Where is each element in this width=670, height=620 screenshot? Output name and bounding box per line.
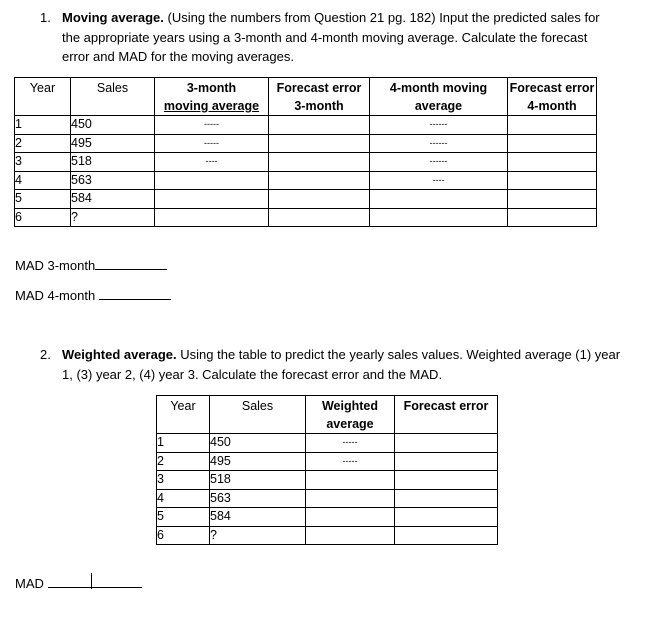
year-cell: 5 <box>157 508 210 527</box>
weighted-average-cell[interactable]: ----- <box>306 434 395 453</box>
header-year: Year <box>157 396 210 434</box>
year-cell: 2 <box>15 134 71 153</box>
forecast-error-cell[interactable] <box>395 526 498 545</box>
question-1-line3: error and MAD for the moving averages. <box>62 49 294 64</box>
mad-3-month-label: MAD 3-month <box>15 258 96 273</box>
table-row <box>157 489 498 508</box>
sales-cell: 563 <box>210 489 306 508</box>
ma3-cell[interactable] <box>155 190 269 209</box>
fe4-cell[interactable] <box>508 190 597 209</box>
table-row <box>15 208 597 227</box>
ma3-cell[interactable]: ----- <box>155 134 269 153</box>
header-forecast-error-3-month: Forecast error 3-month <box>269 78 370 116</box>
year-cell: 1 <box>157 434 210 453</box>
fe3-cell[interactable] <box>269 134 370 153</box>
ma4-cell[interactable] <box>370 190 508 209</box>
header-3-month-moving-average: 3-month moving average <box>155 78 269 116</box>
fe4-cell[interactable] <box>508 208 597 227</box>
table-row <box>15 190 597 209</box>
fe3-cell[interactable] <box>269 171 370 190</box>
ma3-cell[interactable] <box>155 171 269 190</box>
sales-cell: 584 <box>210 508 306 527</box>
fe4-cell[interactable] <box>508 116 597 135</box>
sales-cell: 450 <box>210 434 306 453</box>
ma4-cell[interactable]: ---- <box>370 171 508 190</box>
forecast-error-cell[interactable] <box>395 434 498 453</box>
mad-3-month-blank[interactable] <box>95 257 167 270</box>
table-row <box>157 452 498 471</box>
question-1-line1: (Using the numbers from Question 21 pg. 182) Input the predicted sales for <box>167 10 600 25</box>
header-forecast-error-4-month: Forecast error 4-month <box>508 78 597 116</box>
forecast-error-cell[interactable] <box>395 471 498 490</box>
sales-cell: ? <box>210 526 306 545</box>
mad-4-month-blank[interactable] <box>99 287 171 300</box>
ma4-cell[interactable]: ------ <box>370 116 508 135</box>
question-2-number: 2. <box>40 347 51 362</box>
weighted-average-cell[interactable] <box>306 489 395 508</box>
sales-cell: 584 <box>71 190 155 209</box>
table-row <box>15 171 597 190</box>
table-header-row <box>157 396 498 434</box>
mad-line <box>15 575 142 591</box>
question-2-title: Weighted average. <box>62 347 177 362</box>
sales-cell: ? <box>71 208 155 227</box>
header-sales: Sales <box>210 396 306 434</box>
year-cell: 6 <box>157 526 210 545</box>
ma3-cell[interactable]: ---- <box>155 153 269 172</box>
ma4-cell[interactable]: ------ <box>370 153 508 172</box>
weighted-average-cell[interactable] <box>306 508 395 527</box>
header-4-month-moving-average: 4-month moving average <box>370 78 508 116</box>
table-row <box>15 134 597 153</box>
year-cell: 5 <box>15 190 71 209</box>
weighted-average-table <box>156 395 498 545</box>
question-1-text <box>62 8 662 67</box>
mad-blank[interactable] <box>48 575 142 588</box>
table-row <box>157 471 498 490</box>
year-cell: 1 <box>15 116 71 135</box>
ma3-cell[interactable]: ----- <box>155 116 269 135</box>
table-row <box>157 434 498 453</box>
question-2-line1: Using the table to predict the yearly sales values. Weighted average (1) year <box>180 347 621 362</box>
fe3-cell[interactable] <box>269 153 370 172</box>
fe3-cell[interactable] <box>269 190 370 209</box>
question-2-line2: 1, (3) year 2, (4) year 3. Calculate the forecast error and the MAD. <box>62 366 443 382</box>
question-1-number: 1. <box>40 10 51 25</box>
table-row <box>157 508 498 527</box>
header-forecast-error: Forecast error <box>395 396 498 434</box>
fe4-cell[interactable] <box>508 153 597 172</box>
sales-cell: 450 <box>71 116 155 135</box>
weighted-average-cell[interactable] <box>306 526 395 545</box>
mad-4-month-label: MAD 4-month <box>15 288 96 303</box>
question-2-text <box>62 345 662 384</box>
header-sales: Sales <box>71 78 155 116</box>
forecast-error-cell[interactable] <box>395 489 498 508</box>
table-row <box>15 153 597 172</box>
table-row <box>157 526 498 545</box>
question-1-title: Moving average. <box>62 10 164 25</box>
ma3-cell[interactable] <box>155 208 269 227</box>
sales-cell: 495 <box>210 452 306 471</box>
ma4-cell[interactable]: ------ <box>370 134 508 153</box>
header-year: Year <box>15 78 71 116</box>
year-cell: 2 <box>157 452 210 471</box>
sales-cell: 563 <box>71 171 155 190</box>
mad-3-month-line <box>15 257 167 273</box>
year-cell: 4 <box>15 171 71 190</box>
question-1-line2: the appropriate years using a 3-month and 4-month moving average. Calculate the forecast <box>62 29 588 45</box>
moving-average-table <box>14 77 597 227</box>
text-cursor <box>91 573 92 589</box>
weighted-average-cell[interactable] <box>306 471 395 490</box>
fe3-cell[interactable] <box>269 208 370 227</box>
year-cell: 3 <box>15 153 71 172</box>
sales-cell: 518 <box>210 471 306 490</box>
sales-cell: 495 <box>71 134 155 153</box>
fe3-cell[interactable] <box>269 116 370 135</box>
ma4-cell[interactable] <box>370 208 508 227</box>
forecast-error-cell[interactable] <box>395 452 498 471</box>
mad-label: MAD <box>15 576 44 591</box>
table-row <box>15 116 597 135</box>
table-header-row <box>15 78 597 116</box>
year-cell: 3 <box>157 471 210 490</box>
year-cell: 4 <box>157 489 210 508</box>
forecast-error-cell[interactable] <box>395 508 498 527</box>
sales-cell: 518 <box>71 153 155 172</box>
fe4-cell[interactable] <box>508 171 597 190</box>
fe4-cell[interactable] <box>508 134 597 153</box>
mad-4-month-line <box>15 287 171 303</box>
header-weighted-average: Weighted average <box>306 396 395 434</box>
year-cell: 6 <box>15 208 71 227</box>
weighted-average-cell[interactable]: ----- <box>306 452 395 471</box>
